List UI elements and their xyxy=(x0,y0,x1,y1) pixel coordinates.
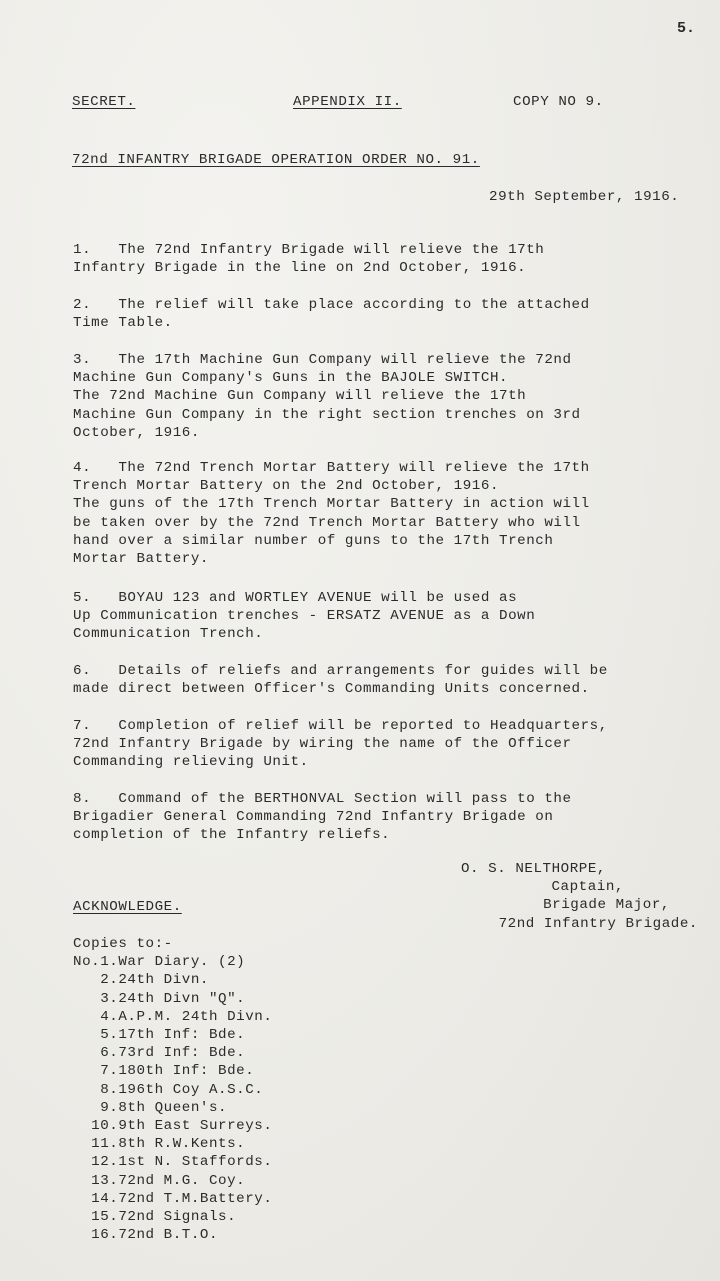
list-item: 13.72nd M.G. Coy. xyxy=(73,1172,246,1189)
list-item: 14.72nd T.M.Battery. xyxy=(73,1190,273,1207)
list-item: 5.17th Inf: Bde. xyxy=(73,1027,246,1044)
paragraph-line: Machine Gun Company's Guns in the BAJOLE SWITCH. xyxy=(73,370,509,387)
paragraph-line: 4. The 72nd Trench Mortar Battery will relieve the 17th xyxy=(73,460,590,476)
list-item: 10.9th East Surreys. xyxy=(73,1118,273,1135)
order-date: 29th September, 1916. xyxy=(489,189,680,205)
page-number: 5. xyxy=(677,20,696,37)
paragraph-line: be taken over by the 72nd Trench Mortar Battery who will xyxy=(73,514,581,531)
list-item: No.1.War Diary. (2) xyxy=(73,954,246,971)
paragraph-line: 8. Command of the BERTHONVAL Section will pass to the xyxy=(73,791,572,807)
paragraph-3 xyxy=(73,351,581,442)
paragraph-line: 5. BOYAU 123 and WORTLEY AVENUE will be used as xyxy=(73,590,518,606)
paragraph-4 xyxy=(73,459,590,568)
list-item: 16.72nd B.T.O. xyxy=(73,1227,219,1244)
paragraph-line: Machine Gun Company in the right section trenches on 3rd xyxy=(73,406,581,423)
copy-number: COPY NO 9. xyxy=(513,94,604,110)
acknowledge-heading: ACKNOWLEDGE. xyxy=(73,899,182,915)
paragraph-line: The guns of the 17th Trench Mortar Battery in action will xyxy=(73,496,590,513)
signature-block xyxy=(461,860,698,933)
secret-heading: SECRET. xyxy=(72,94,136,110)
paragraph-line: Commanding relieving Unit. xyxy=(73,754,309,771)
signature-name: O. S. NELTHORPE, xyxy=(460,861,606,877)
list-item: 12.1st N. Staffords. xyxy=(73,1154,273,1171)
copies-label: Copies to:- xyxy=(73,936,173,952)
signature-role: Brigade Major, xyxy=(543,897,670,914)
paragraph-line: The 72nd Machine Gun Company will relieve the 17th xyxy=(73,388,527,405)
paragraph-line: 72nd Infantry Brigade by wiring the name of the Officer xyxy=(73,736,572,753)
paragraph-line: Infantry Brigade in the line on 2nd October, 1916. xyxy=(73,260,527,277)
paragraph-8 xyxy=(73,790,572,845)
paragraph-line: Brigadier General Commanding 72nd Infantry Brigade on xyxy=(73,809,554,826)
paragraph-line: Mortar Battery. xyxy=(73,551,209,568)
list-item: 11.8th R.W.Kents. xyxy=(73,1136,246,1153)
paragraph-line: Trench Mortar Battery on the 2nd October, 1916. xyxy=(73,478,500,495)
paragraph-6 xyxy=(73,662,608,698)
paragraph-line: Time Table. xyxy=(73,315,173,332)
paragraph-5 xyxy=(73,589,535,644)
paragraph-line: 1. The 72nd Infantry Brigade will relieve the 17th xyxy=(73,242,545,258)
paragraph-line: Up Communication trenches - ERSATZ AVENUE as a Down xyxy=(73,608,536,625)
paragraph-line: completion of the Infantry reliefs. xyxy=(73,827,391,844)
paragraph-line: 3. The 17th Machine Gun Company will relieve the 72nd xyxy=(73,352,572,368)
list-item: 8.196th Coy A.S.C. xyxy=(73,1081,264,1098)
paragraph-line: made direct between Officer's Commanding Units concerned. xyxy=(73,681,590,698)
list-item: 2.24th Divn. xyxy=(73,972,209,989)
paragraph-line: hand over a similar number of guns to the 17th Trench xyxy=(73,532,554,549)
list-item: 7.180th Inf: Bde. xyxy=(73,1063,255,1080)
paragraph-line: October, 1916. xyxy=(73,424,200,441)
signature-rank: Captain, xyxy=(551,879,624,896)
list-item: 15.72nd Signals. xyxy=(73,1209,237,1226)
paragraph-line: 7. Completion of relief will be reported to Headquarters, xyxy=(73,718,608,734)
appendix-heading: APPENDIX II. xyxy=(293,94,402,110)
copies-list xyxy=(73,935,272,1244)
signature-unit: 72nd Infantry Brigade. xyxy=(498,915,698,932)
paragraph-7 xyxy=(73,717,608,772)
paragraph-2 xyxy=(73,296,590,332)
list-item: 3.24th Divn "Q". xyxy=(73,990,246,1007)
list-item: 9.8th Queen's. xyxy=(73,1099,228,1116)
paragraph-line: Communication Trench. xyxy=(73,626,264,643)
paragraph-line: 6. Details of reliefs and arrangements for guides will be xyxy=(73,663,608,679)
paragraph-line: 2. The relief will take place according to the attached xyxy=(73,297,590,313)
list-item: 4.A.P.M. 24th Divn. xyxy=(73,1008,273,1025)
order-title: 72nd INFANTRY BRIGADE OPERATION ORDER NO. 91. xyxy=(72,152,480,168)
paragraph-1 xyxy=(73,241,544,277)
list-item: 6.73rd Inf: Bde. xyxy=(73,1045,246,1062)
